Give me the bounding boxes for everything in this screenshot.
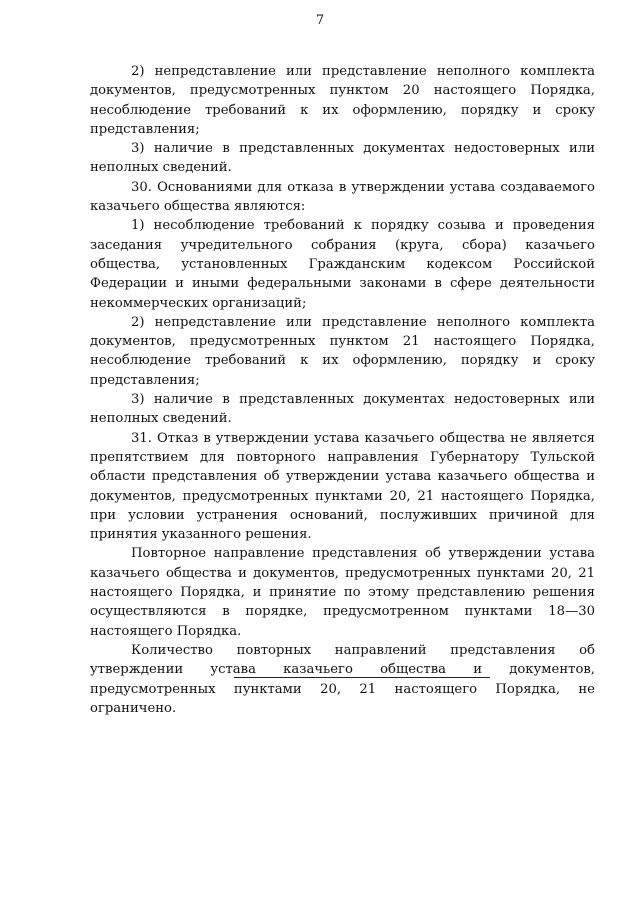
document-body: [90, 62, 595, 718]
end-divider-line: [234, 677, 490, 678]
paragraph-clause-30-item-1: 1) несоблюдение требований к порядку созыва и проведения заседания учредительного собрания (круга, сбора) казачьего общества, установленных Гражданским кодексом Российской Федерации и иными федеральными законами в сфере деятельности некоммерческих организаций;: [90, 218, 595, 311]
page-number: 7: [315, 13, 325, 28]
paragraph-clause-30-item-2: 2) непредставление или представление неполного комплекта документов, предусмотренных пунктом 21 настоящего Порядка, несоблюдение требований к их оформлению, порядку и сроку представления;: [90, 314, 595, 388]
paragraph-item-3-unreliable-info: 3) наличие в представленных документах недостоверных или неполных сведений.: [90, 141, 595, 176]
paragraph-repeat-submission: Повторное направление представления об утверждении устава казачьего общества и документов, предусмотренных пунктами 20, 21 настоящего Порядка, и принятие по этому представлению решения осуществляются в порядке, предусмотренном пунктами 18—30 настоящего Порядка.: [90, 546, 595, 639]
paragraph-clause-31: 31. Отказ в утверждении устава казачьего общества не является препятствием для повторного направления Губернатору Тульской области представления об утверждении устава казачьего общества и документов, предусмотренных пунктами 20, 21 настоящего Порядка, при условии устранения оснований, послуживших причиной для принятия указанного решения.: [90, 430, 595, 543]
paragraph-item-2-incomplete-documents: 2) непредставление или представление неполного комплекта документов, предусмотренных пунктом 20 настоящего Порядка, несоблюдение требований к их оформлению, порядку и сроку представления;: [90, 64, 595, 137]
paragraph-clause-30-item-3: 3) наличие в представленных документах недостоверных или неполных сведений.: [90, 392, 595, 427]
paragraph-clause-30: 30. Основаниями для отказа в утверждении устава создаваемого казачьего общества являются:: [90, 179, 595, 215]
paragraph-repeat-count: Количество повторных направлений представления об утверждении устава казачьего общества и документов, предусмотренных пунктами 20, 21 настоящего Порядка, не ограничено.: [90, 642, 595, 716]
